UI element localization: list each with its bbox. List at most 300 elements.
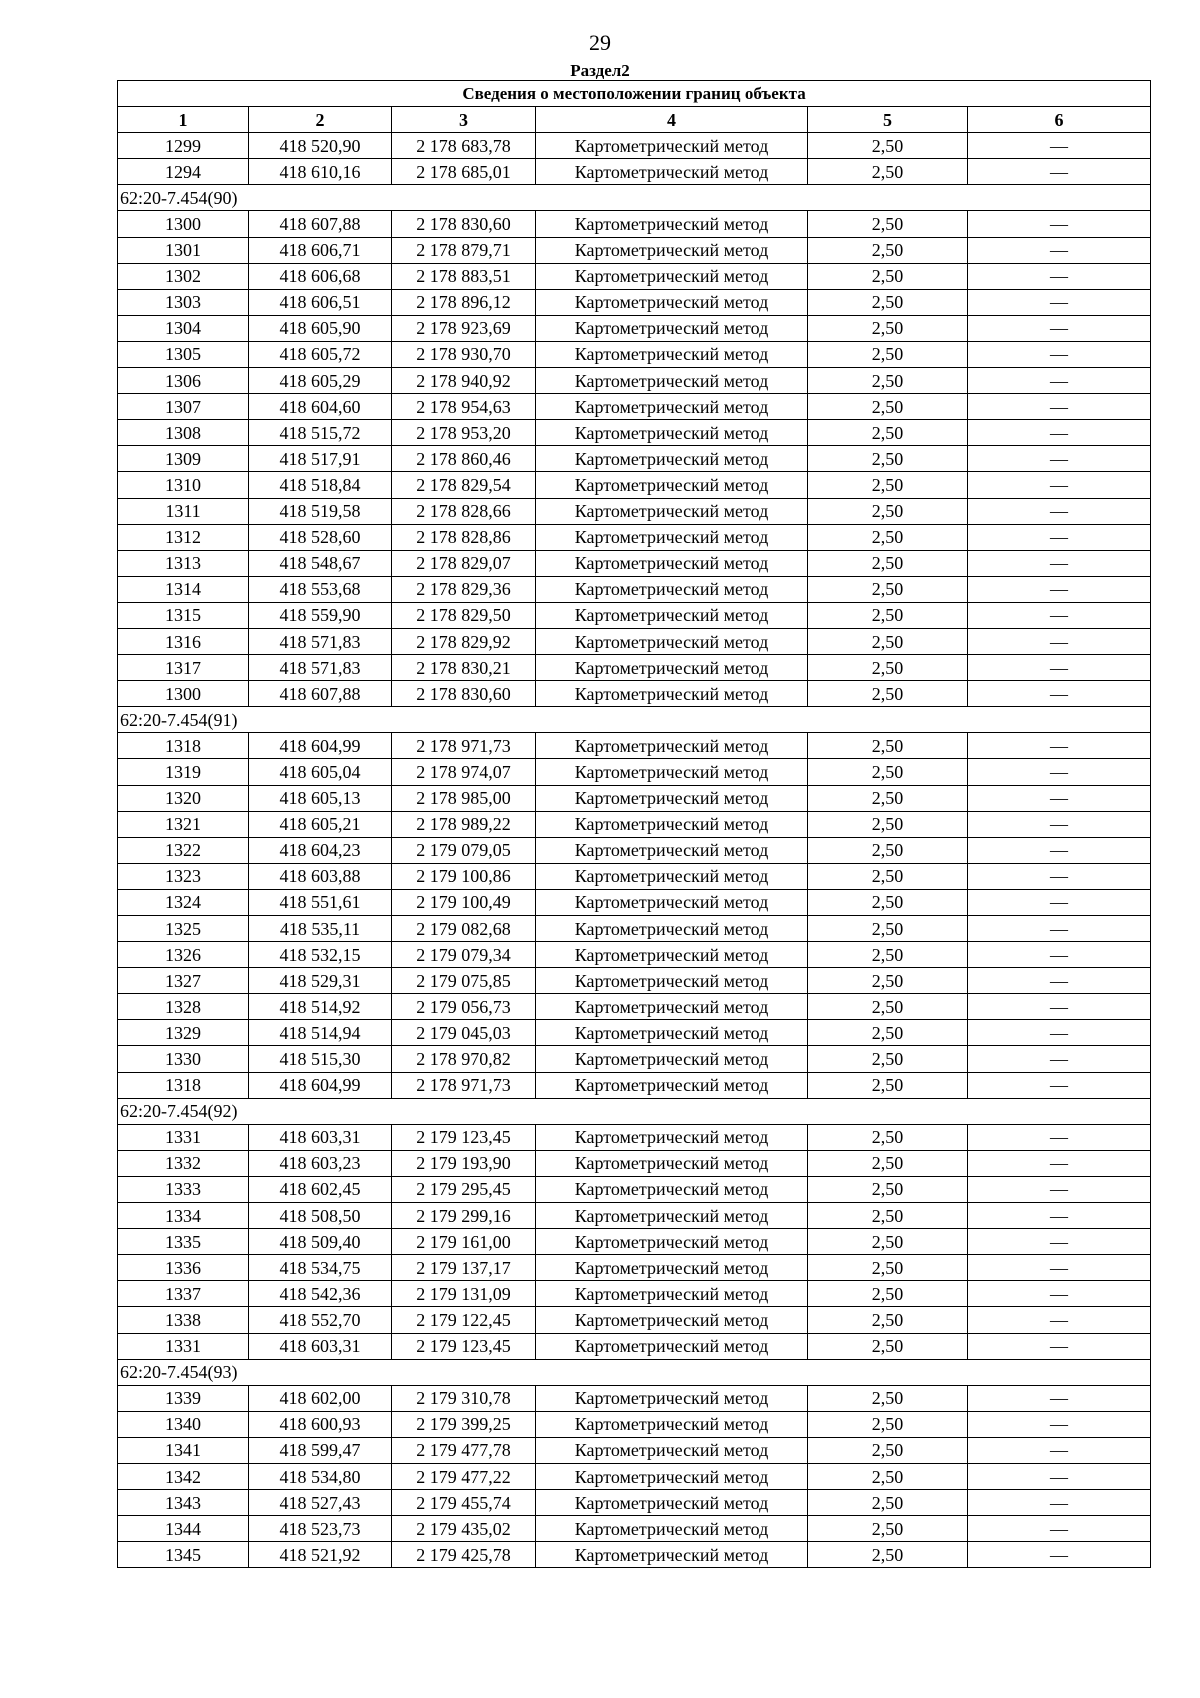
point-number-cell: 1336 (118, 1255, 249, 1281)
table-body (118, 81, 1151, 1568)
description-cell: — (968, 498, 1151, 524)
description-cell: — (968, 1542, 1151, 1568)
y-coordinate-cell: 2 178 683,78 (392, 133, 536, 159)
method-cell: Картометрический метод (536, 811, 808, 837)
x-coordinate-cell: 418 604,99 (249, 1072, 392, 1098)
accuracy-cell: 2,50 (808, 341, 968, 367)
point-number-cell: 1317 (118, 655, 249, 681)
y-coordinate-cell: 2 179 425,78 (392, 1542, 536, 1568)
y-coordinate-cell: 2 178 971,73 (392, 1072, 536, 1098)
accuracy-cell: 2,50 (808, 1124, 968, 1150)
x-coordinate-cell: 418 535,11 (249, 916, 392, 942)
accuracy-cell: 2,50 (808, 472, 968, 498)
table-caption-row (118, 81, 1151, 107)
point-number-cell: 1324 (118, 889, 249, 915)
x-coordinate-cell: 418 551,61 (249, 889, 392, 915)
y-coordinate-cell: 2 179 123,45 (392, 1333, 536, 1359)
table-row (118, 1385, 1151, 1411)
x-coordinate-cell: 418 603,88 (249, 863, 392, 889)
table-row (118, 837, 1151, 863)
y-coordinate-cell: 2 178 953,20 (392, 420, 536, 446)
x-coordinate-cell: 418 514,94 (249, 1020, 392, 1046)
table-row (118, 1490, 1151, 1516)
accuracy-cell: 2,50 (808, 289, 968, 315)
accuracy-cell: 2,50 (808, 446, 968, 472)
y-coordinate-cell: 2 179 399,25 (392, 1411, 536, 1437)
accuracy-cell: 2,50 (808, 628, 968, 654)
x-coordinate-cell: 418 559,90 (249, 602, 392, 628)
table-row (118, 289, 1151, 315)
point-number-cell: 1306 (118, 368, 249, 394)
description-cell: — (968, 263, 1151, 289)
contour-label: 62:20-7.454(90) (118, 185, 1151, 211)
contour-group-row (118, 707, 1151, 733)
method-cell: Картометрический метод (536, 1176, 808, 1202)
method-cell: Картометрический метод (536, 1255, 808, 1281)
table-row (118, 628, 1151, 654)
y-coordinate-cell: 2 179 137,17 (392, 1255, 536, 1281)
y-coordinate-cell: 2 178 989,22 (392, 811, 536, 837)
point-number-cell: 1319 (118, 759, 249, 785)
method-cell: Картометрический метод (536, 1516, 808, 1542)
point-number-cell: 1303 (118, 289, 249, 315)
accuracy-cell: 2,50 (808, 394, 968, 420)
description-cell: — (968, 1463, 1151, 1489)
accuracy-cell: 2,50 (808, 785, 968, 811)
accuracy-cell: 2,50 (808, 863, 968, 889)
accuracy-cell: 2,50 (808, 681, 968, 707)
contour-label: 62:20-7.454(91) (118, 707, 1151, 733)
boundary-coordinates-table (117, 80, 1151, 1568)
y-coordinate-cell: 2 179 477,22 (392, 1463, 536, 1489)
method-cell: Картометрический метод (536, 994, 808, 1020)
description-cell: — (968, 1385, 1151, 1411)
x-coordinate-cell: 418 605,13 (249, 785, 392, 811)
y-coordinate-cell: 2 179 131,09 (392, 1281, 536, 1307)
table-row (118, 1176, 1151, 1202)
table-row (118, 785, 1151, 811)
y-coordinate-cell: 2 178 828,66 (392, 498, 536, 524)
accuracy-cell: 2,50 (808, 733, 968, 759)
y-coordinate-cell: 2 178 830,60 (392, 681, 536, 707)
point-number-cell: 1330 (118, 1046, 249, 1072)
description-cell: — (968, 1516, 1151, 1542)
method-cell: Картометрический метод (536, 1490, 808, 1516)
accuracy-cell: 2,50 (808, 1255, 968, 1281)
y-coordinate-cell: 2 179 123,45 (392, 1124, 536, 1150)
description-cell: — (968, 1333, 1151, 1359)
description-cell: — (968, 863, 1151, 889)
description-cell: — (968, 916, 1151, 942)
point-number-cell: 1316 (118, 628, 249, 654)
accuracy-cell: 2,50 (808, 889, 968, 915)
point-number-cell: 1301 (118, 237, 249, 263)
method-cell: Картометрический метод (536, 1385, 808, 1411)
x-coordinate-cell: 418 606,68 (249, 263, 392, 289)
description-cell: — (968, 1072, 1151, 1098)
x-coordinate-cell: 418 605,72 (249, 341, 392, 367)
point-number-cell: 1341 (118, 1437, 249, 1463)
table-row (118, 863, 1151, 889)
table-row (118, 420, 1151, 446)
y-coordinate-cell: 2 178 923,69 (392, 315, 536, 341)
description-cell: — (968, 1124, 1151, 1150)
accuracy-cell: 2,50 (808, 368, 968, 394)
point-number-cell: 1335 (118, 1229, 249, 1255)
y-coordinate-cell: 2 178 940,92 (392, 368, 536, 394)
description-cell: — (968, 1150, 1151, 1176)
point-number-cell: 1345 (118, 1542, 249, 1568)
accuracy-cell: 2,50 (808, 576, 968, 602)
point-number-cell: 1314 (118, 576, 249, 602)
y-coordinate-cell: 2 178 828,86 (392, 524, 536, 550)
method-cell: Картометрический метод (536, 602, 808, 628)
x-coordinate-cell: 418 509,40 (249, 1229, 392, 1255)
description-cell: — (968, 1046, 1151, 1072)
x-coordinate-cell: 418 606,51 (249, 289, 392, 315)
y-coordinate-cell: 2 178 883,51 (392, 263, 536, 289)
y-coordinate-cell: 2 178 954,63 (392, 394, 536, 420)
x-coordinate-cell: 418 552,70 (249, 1307, 392, 1333)
method-cell: Картометрический метод (536, 263, 808, 289)
y-coordinate-cell: 2 178 829,54 (392, 472, 536, 498)
y-coordinate-cell: 2 179 075,85 (392, 968, 536, 994)
y-coordinate-cell: 2 178 879,71 (392, 237, 536, 263)
table-row (118, 1072, 1151, 1098)
accuracy-cell: 2,50 (808, 1333, 968, 1359)
contour-group-row (118, 1359, 1151, 1385)
accuracy-cell: 2,50 (808, 315, 968, 341)
method-cell: Картометрический метод (536, 315, 808, 341)
description-cell: — (968, 837, 1151, 863)
description-cell: — (968, 733, 1151, 759)
y-coordinate-cell: 2 178 930,70 (392, 341, 536, 367)
y-coordinate-cell: 2 178 829,36 (392, 576, 536, 602)
description-cell: — (968, 602, 1151, 628)
y-coordinate-cell: 2 178 896,12 (392, 289, 536, 315)
method-cell: Картометрический метод (536, 341, 808, 367)
table-row (118, 368, 1151, 394)
point-number-cell: 1325 (118, 916, 249, 942)
x-coordinate-cell: 418 604,99 (249, 733, 392, 759)
point-number-cell: 1344 (118, 1516, 249, 1542)
description-cell: — (968, 576, 1151, 602)
method-cell: Картометрический метод (536, 524, 808, 550)
y-coordinate-cell: 2 179 161,00 (392, 1229, 536, 1255)
method-cell: Картометрический метод (536, 420, 808, 446)
method-cell: Картометрический метод (536, 733, 808, 759)
accuracy-cell: 2,50 (808, 837, 968, 863)
point-number-cell: 1309 (118, 446, 249, 472)
accuracy-cell: 2,50 (808, 237, 968, 263)
x-coordinate-cell: 418 532,15 (249, 942, 392, 968)
section-title: Раздел2 (570, 61, 630, 80)
y-coordinate-cell: 2 178 970,82 (392, 1046, 536, 1072)
x-coordinate-cell: 418 534,75 (249, 1255, 392, 1281)
point-number-cell: 1343 (118, 1490, 249, 1516)
y-coordinate-cell: 2 179 299,16 (392, 1203, 536, 1229)
x-coordinate-cell: 418 515,30 (249, 1046, 392, 1072)
method-cell: Картометрический метод (536, 368, 808, 394)
point-number-cell: 1305 (118, 341, 249, 367)
table-row (118, 237, 1151, 263)
table-row (118, 1255, 1151, 1281)
description-cell: — (968, 237, 1151, 263)
y-coordinate-cell: 2 178 985,00 (392, 785, 536, 811)
accuracy-cell: 2,50 (808, 1463, 968, 1489)
x-coordinate-cell: 418 520,90 (249, 133, 392, 159)
table-row (118, 263, 1151, 289)
x-coordinate-cell: 418 604,23 (249, 837, 392, 863)
y-coordinate-cell: 2 179 435,02 (392, 1516, 536, 1542)
y-coordinate-cell: 2 179 082,68 (392, 916, 536, 942)
x-coordinate-cell: 418 603,31 (249, 1333, 392, 1359)
x-coordinate-cell: 418 527,43 (249, 1490, 392, 1516)
table-row (118, 681, 1151, 707)
x-coordinate-cell: 418 528,60 (249, 524, 392, 550)
table-row (118, 159, 1151, 185)
description-cell: — (968, 446, 1151, 472)
y-coordinate-cell: 2 179 079,05 (392, 837, 536, 863)
accuracy-cell: 2,50 (808, 263, 968, 289)
description-cell: — (968, 968, 1151, 994)
point-number-cell: 1328 (118, 994, 249, 1020)
point-number-cell: 1337 (118, 1281, 249, 1307)
method-cell: Картометрический метод (536, 1307, 808, 1333)
description-cell: — (968, 341, 1151, 367)
x-coordinate-cell: 418 553,68 (249, 576, 392, 602)
description-cell: — (968, 211, 1151, 237)
method-cell: Картометрический метод (536, 472, 808, 498)
y-coordinate-cell: 2 179 045,03 (392, 1020, 536, 1046)
description-cell: — (968, 1229, 1151, 1255)
method-cell: Картометрический метод (536, 785, 808, 811)
table-row (118, 1124, 1151, 1150)
contour-group-row (118, 185, 1151, 211)
x-coordinate-cell: 418 607,88 (249, 211, 392, 237)
description-cell: — (968, 159, 1151, 185)
description-cell: — (968, 1176, 1151, 1202)
method-cell: Картометрический метод (536, 133, 808, 159)
y-coordinate-cell: 2 178 829,50 (392, 602, 536, 628)
accuracy-cell: 2,50 (808, 1542, 968, 1568)
description-cell: — (968, 472, 1151, 498)
method-cell: Картометрический метод (536, 1437, 808, 1463)
description-cell: — (968, 1020, 1151, 1046)
table-row (118, 942, 1151, 968)
point-number-cell: 1308 (118, 420, 249, 446)
table-row (118, 1307, 1151, 1333)
method-cell: Картометрический метод (536, 1281, 808, 1307)
y-coordinate-cell: 2 178 829,07 (392, 550, 536, 576)
description-cell: — (968, 655, 1151, 681)
method-cell: Картометрический метод (536, 550, 808, 576)
y-coordinate-cell: 2 179 056,73 (392, 994, 536, 1020)
y-coordinate-cell: 2 179 100,86 (392, 863, 536, 889)
point-number-cell: 1320 (118, 785, 249, 811)
table-row (118, 1437, 1151, 1463)
table-row (118, 341, 1151, 367)
description-cell: — (968, 420, 1151, 446)
contour-label: 62:20-7.454(92) (118, 1098, 1151, 1124)
table-row (118, 1463, 1151, 1489)
table-row (118, 968, 1151, 994)
point-number-cell: 1315 (118, 602, 249, 628)
table-row (118, 889, 1151, 915)
description-cell: — (968, 368, 1151, 394)
table-row (118, 1046, 1151, 1072)
column-number: 1 (118, 107, 249, 133)
point-number-cell: 1318 (118, 733, 249, 759)
point-number-cell: 1332 (118, 1150, 249, 1176)
x-coordinate-cell: 418 606,71 (249, 237, 392, 263)
column-number: 3 (392, 107, 536, 133)
method-cell: Картометрический метод (536, 1229, 808, 1255)
description-cell: — (968, 133, 1151, 159)
method-cell: Картометрический метод (536, 237, 808, 263)
point-number-cell: 1339 (118, 1385, 249, 1411)
x-coordinate-cell: 418 600,93 (249, 1411, 392, 1437)
method-cell: Картометрический метод (536, 394, 808, 420)
x-coordinate-cell: 418 610,16 (249, 159, 392, 185)
column-number: 4 (536, 107, 808, 133)
description-cell: — (968, 811, 1151, 837)
point-number-cell: 1327 (118, 968, 249, 994)
accuracy-cell: 2,50 (808, 550, 968, 576)
x-coordinate-cell: 418 605,90 (249, 315, 392, 341)
accuracy-cell: 2,50 (808, 1516, 968, 1542)
method-cell: Картометрический метод (536, 1124, 808, 1150)
point-number-cell: 1333 (118, 1176, 249, 1202)
point-number-cell: 1322 (118, 837, 249, 863)
point-number-cell: 1300 (118, 681, 249, 707)
accuracy-cell: 2,50 (808, 1229, 968, 1255)
accuracy-cell: 2,50 (808, 524, 968, 550)
y-coordinate-cell: 2 179 477,78 (392, 1437, 536, 1463)
y-coordinate-cell: 2 178 974,07 (392, 759, 536, 785)
accuracy-cell: 2,50 (808, 602, 968, 628)
y-coordinate-cell: 2 179 455,74 (392, 1490, 536, 1516)
point-number-cell: 1342 (118, 1463, 249, 1489)
table-row (118, 472, 1151, 498)
method-cell: Картометрический метод (536, 942, 808, 968)
table-row (118, 655, 1151, 681)
table-row (118, 315, 1151, 341)
accuracy-cell: 2,50 (808, 1150, 968, 1176)
point-number-cell: 1312 (118, 524, 249, 550)
method-cell: Картометрический метод (536, 968, 808, 994)
description-cell: — (968, 759, 1151, 785)
table-row (118, 446, 1151, 472)
description-cell: — (968, 315, 1151, 341)
description-cell: — (968, 889, 1151, 915)
x-coordinate-cell: 418 604,60 (249, 394, 392, 420)
x-coordinate-cell: 418 523,73 (249, 1516, 392, 1542)
y-coordinate-cell: 2 179 100,49 (392, 889, 536, 915)
x-coordinate-cell: 418 521,92 (249, 1542, 392, 1568)
point-number-cell: 1340 (118, 1411, 249, 1437)
description-cell: — (968, 1411, 1151, 1437)
table-row (118, 1229, 1151, 1255)
description-cell: — (968, 1437, 1151, 1463)
accuracy-cell: 2,50 (808, 1411, 968, 1437)
x-coordinate-cell: 418 603,23 (249, 1150, 392, 1176)
table-row (118, 1020, 1151, 1046)
accuracy-cell: 2,50 (808, 655, 968, 681)
description-cell: — (968, 785, 1151, 811)
method-cell: Картометрический метод (536, 1411, 808, 1437)
description-cell: — (968, 942, 1151, 968)
point-number-cell: 1331 (118, 1124, 249, 1150)
accuracy-cell: 2,50 (808, 759, 968, 785)
x-coordinate-cell: 418 605,21 (249, 811, 392, 837)
accuracy-cell: 2,50 (808, 968, 968, 994)
accuracy-cell: 2,50 (808, 1072, 968, 1098)
point-number-cell: 1307 (118, 394, 249, 420)
x-coordinate-cell: 418 518,84 (249, 472, 392, 498)
accuracy-cell: 2,50 (808, 1046, 968, 1072)
x-coordinate-cell: 418 603,31 (249, 1124, 392, 1150)
method-cell: Картометрический метод (536, 159, 808, 185)
method-cell: Картометрический метод (536, 889, 808, 915)
accuracy-cell: 2,50 (808, 1203, 968, 1229)
y-coordinate-cell: 2 178 971,73 (392, 733, 536, 759)
point-number-cell: 1300 (118, 211, 249, 237)
method-cell: Картометрический метод (536, 628, 808, 654)
x-coordinate-cell: 418 515,72 (249, 420, 392, 446)
y-coordinate-cell: 2 179 310,78 (392, 1385, 536, 1411)
contour-label: 62:20-7.454(93) (118, 1359, 1151, 1385)
page-number: 29 (589, 30, 611, 55)
x-coordinate-cell: 418 571,83 (249, 655, 392, 681)
accuracy-cell: 2,50 (808, 1020, 968, 1046)
x-coordinate-cell: 418 599,47 (249, 1437, 392, 1463)
method-cell: Картометрический метод (536, 1333, 808, 1359)
accuracy-cell: 2,50 (808, 916, 968, 942)
point-number-cell: 1338 (118, 1307, 249, 1333)
point-number-cell: 1294 (118, 159, 249, 185)
column-number: 2 (249, 107, 392, 133)
accuracy-cell: 2,50 (808, 420, 968, 446)
description-cell: — (968, 1203, 1151, 1229)
description-cell: — (968, 524, 1151, 550)
accuracy-cell: 2,50 (808, 211, 968, 237)
description-cell: — (968, 1255, 1151, 1281)
y-coordinate-cell: 2 179 122,45 (392, 1307, 536, 1333)
method-cell: Картометрический метод (536, 1046, 808, 1072)
method-cell: Картометрический метод (536, 759, 808, 785)
description-cell: — (968, 1490, 1151, 1516)
method-cell: Картометрический метод (536, 446, 808, 472)
table-row (118, 1516, 1151, 1542)
method-cell: Картометрический метод (536, 1150, 808, 1176)
table-row (118, 916, 1151, 942)
method-cell: Картометрический метод (536, 916, 808, 942)
contour-group-row (118, 1098, 1151, 1124)
point-number-cell: 1299 (118, 133, 249, 159)
point-number-cell: 1313 (118, 550, 249, 576)
accuracy-cell: 2,50 (808, 1281, 968, 1307)
table-row (118, 733, 1151, 759)
table-row (118, 498, 1151, 524)
x-coordinate-cell: 418 602,45 (249, 1176, 392, 1202)
method-cell: Картометрический метод (536, 289, 808, 315)
description-cell: — (968, 994, 1151, 1020)
accuracy-cell: 2,50 (808, 994, 968, 1020)
method-cell: Картометрический метод (536, 576, 808, 602)
point-number-cell: 1334 (118, 1203, 249, 1229)
method-cell: Картометрический метод (536, 1072, 808, 1098)
